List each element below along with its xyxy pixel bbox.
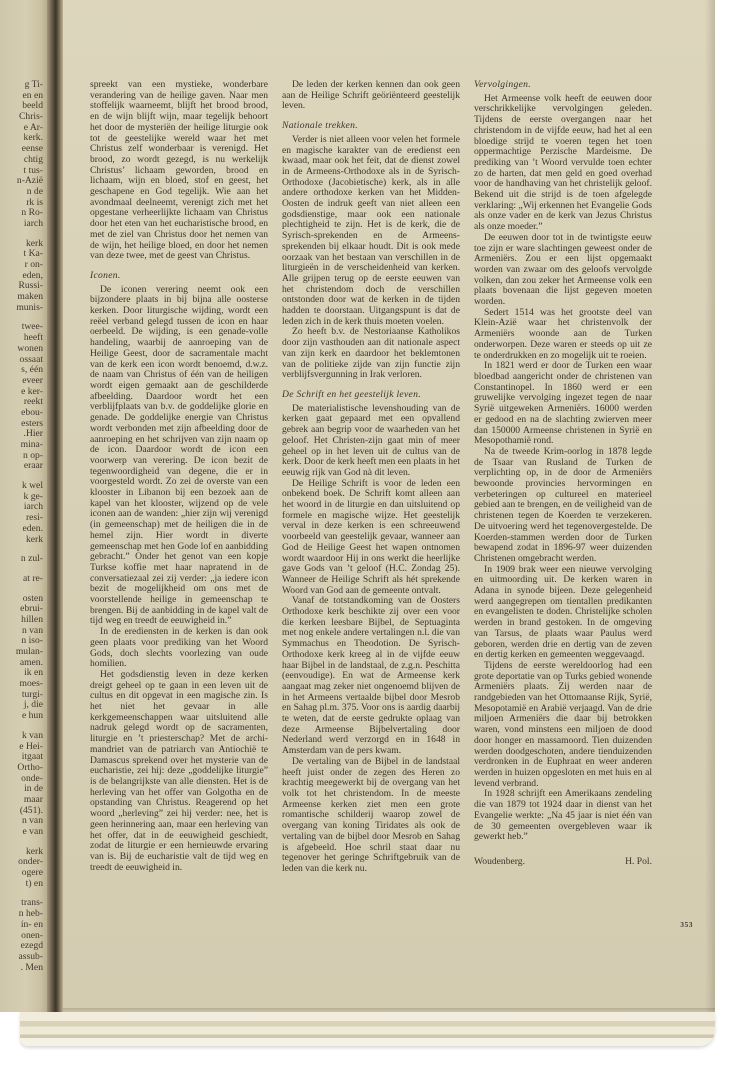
spine-text-line: n van — [21, 625, 43, 636]
spine-text-line: maken — [17, 292, 43, 303]
body-paragraph: In 1928 schrijft een Amerikaans zendeling die van 1879 tot 1924 daar in dienst van het Evangelie werkte: „Na 45 jaar is niet één van de 30 gemeenten overgebleven waar ik gewerkt heb.” — [474, 788, 652, 843]
spine-text-line: in de — [24, 784, 43, 795]
body-paragraph: De materialistische levenshouding van de kerken gaat gepaard met een opvallend gebrek aan begrip voor de waarheden van het geloof. Het Christen-zijn gaat min of meer geheel op in het leven uit de cultus van de kerk. Door de kerk heeft men een plaats in het eeuwig rijk van God nà dit leven. — [282, 402, 460, 478]
spine-text-line: reekt — [23, 397, 43, 408]
body-paragraph: De leden der kerken kennen dan ook geen aan de Heilige Schrift geöriënteerd geestelijk leven. — [282, 80, 460, 112]
spine-text-line: assub- — [18, 951, 43, 962]
body-paragraph: De eeuwen door tot in de twintigste eeuw toe zijn er ware slachtingen geweest onder de Armeniërs. Zou er een lijst opgemaakt worden van zwaar om des geloofs vervolgde volken, dan zou zeker het Armeense volk een plaats bovenaan die lijst gegeven moeten worden. — [474, 231, 652, 308]
spine-gap — [0, 722, 43, 731]
text-column-3 — [474, 80, 652, 1010]
body-paragraph: In 1821 werd er door de Turken een waar bloedbad aangericht onder de christenen van Constantinopel. In 1860 werd er een gruwelijke vervolging ingezet tegen de naar Syrië uitgeweken Armeniërs. 16000 werden er gedood en na de slachting zwierven meer dan 150000 Armeense christenen in Syrië en Mesopothamië rond. — [474, 360, 652, 447]
spine-text-line: en en — [22, 90, 43, 101]
spine-text-line: n heb- — [18, 909, 43, 920]
spine-text-line: ín- en — [20, 919, 43, 930]
spine-text-line: eden, — [22, 270, 43, 281]
spine-gap — [0, 472, 43, 481]
spine-gap — [0, 585, 43, 594]
spine-text-line: Ortho- — [17, 762, 43, 773]
spine-text-line: twee- — [21, 322, 43, 333]
signature-author: H. Pol. — [625, 855, 652, 867]
facing-page-text-fragments — [0, 0, 47, 973]
spine-gap — [0, 565, 43, 574]
body-paragraph: Verder is niet alleen voor velen het formele en magische karakter van de eredienst een kwaad, maar ook het feit, dat de dienst zowel in de Armeens-Orthodoxe als in de Syrisch-Orthodoxe (Jacobietische) kerk, als in alle andere orthodoxe kerken van het Midden-Oosten de indruk geeft van niet alleen een godsdienstige, maar ook een nationale plechtigheid te zijn. Het is de kerk, die de Syrisch-sprekenden en de Armeens-sprekenden bij elkaar houdt. Dit is ook mede oorzaak van het bestaan van verschillen in de liturgieën in de verscheidenheid van kerken. Alle grijpen terug op de eerste eeuwen van het christendom doch de verschillen ontstonden door wat de kerken in de tijden hadden te doorstaan. Uitgangspunt is dat de leden zich in de kerk thuis moeten voelen. — [282, 133, 460, 327]
spine-gap — [0, 313, 43, 322]
spine-text-line: e van — [22, 827, 43, 837]
body-paragraph: Het godsdienstig leven in deze kerken dreigt geheel op te gaan in een leven uit de cultus en dit opgevat in een magische zin. Is het niet het gevaar in alle kerkgemeenschappen waar uitsluitend alle nadruk gelegd wordt op de sacramenten, liturgie en ’t priesterschap? Met de archi-mandriet van de patriarch van Antiochië te Damascus sprekend over het mysterie van de eucharistie, zei hij: deze „goddelijke liturgie” is de belangrijkste van alle diensten. Het is de herleving van het offer van Golgotha en de opstanding van Christus. Reagerend op het woord „herleving” zei hij verder: nee, het is geen herinnering aan, maar een herleving van het offer, dat in de eeuwigheid geschiedt, zodat de liturgie er een hernieuwde ervaring van is. Bij de eucharistie valt de tijd weg en treedt de eeuwigheid in. — [90, 668, 268, 873]
spine-text-line: beeld — [22, 101, 43, 112]
spine-text-line: ezegd — [20, 941, 43, 952]
spine-text-line: itgaat — [21, 752, 43, 763]
spine-text-line: s, één — [21, 365, 43, 376]
body-paragraph: Sedert 1514 was het grootste deel van Klein-Azië waar het christenvolk der Armeniërs woonde aan de Turken onderworpen. Deze waren er steeds op uit ze te onderdrukken en zo mogelijk uit te roeien. — [474, 306, 652, 361]
spine-text-line: k ge- — [23, 491, 43, 502]
spine-text-line: eveer — [22, 375, 43, 386]
body-paragraph: Het Armeense volk heeft de eeuwen door verschrikkelijke vervolgingen geleden. Tijdens de eerste overgangen naar het christendom in de vijfde eeuw, had het al een bloedige strijd te voeren tegen het toen oppermachtige Perzische Mardeisme. De prediking van ’t Woord vervulde toen echter zo de harten, dat men geld en goed overhad voor de handhaving van het christelijk geloof. Bekend uit die strijd is de toen afgelegde verklaring: „Wij erkennen het Evangelie Gods als onze vader en de kerk van Jezus Christus als onze moeder.” — [474, 92, 652, 233]
spine-text-line: at re- — [23, 573, 43, 584]
spine-text-line: n de — [26, 186, 43, 197]
spine-text-line: r on- — [24, 260, 43, 270]
spine-text-line: kerk — [25, 238, 43, 249]
spine-text-line: t Ka- — [23, 249, 43, 260]
stacked-page-edges — [20, 1012, 715, 1046]
spine-text-line: kerk — [25, 534, 43, 545]
spine-text-line: rk is — [26, 197, 43, 208]
section-heading: Nationale trekken. — [282, 120, 358, 132]
spine-text-line: k van — [21, 730, 43, 741]
facing-page-edge — [0, 0, 47, 1012]
text-columns — [90, 80, 652, 1010]
spine-text-line: onde- — [21, 773, 43, 784]
spine-text-line: n van — [21, 816, 43, 827]
spine-text-line: ebrui- — [20, 604, 43, 615]
spine-text-line: eense — [21, 144, 43, 155]
spine-text-line: onder- — [18, 857, 43, 868]
text-column-1 — [90, 80, 268, 1010]
text-column-2 — [282, 80, 460, 1010]
spine-text-line: e ker- — [21, 386, 43, 397]
spine-text-line: maar — [23, 794, 43, 805]
spine-text-line: e Hei- — [19, 741, 43, 752]
body-paragraph: spreekt van een mystieke, wonderbare verandering van de heilige gaven. Naar men stoffelijk waarneemt, blijft het brood brood, en de wijn blijft wijn, maar tegelijk behoort het door de mysteriën der heilige liturgie ook tot de geestelijke wereld waar het met Christus zelf wonderbaar is verenigd. Het brood, zo wordt gezegd, is nu werkelijk Christus’ lichaam geworden, brood en lichaam, wijn en bloed, stof en geest, het geschapene en God tegelijk. Wie aan het avondmaal deelneemt, verenigt zich met het opgestane verheerlijkte lichaam van Christus door het eten van het eucharistische brood, en met de ziel van Christus door het nemen van de wijn, het heilige bloed, en door het nemen van deze twee, met de geest van Christus. — [90, 80, 268, 262]
body-paragraph: Vanaf de totstandkoming van de Oosters Orthodoxe kerk beschikte zij over een voor die kerken leesbare Bijbel, de Septuaginta met nog enkele andere vertalingen n.l. die van Symmachus en Theodotion. De Syrisch-Orthodoxe kerk kreeg al in de vijfde eeuw haar Bijbel in de landstaal, de z.g.n. Peschitta (eenvoudige). En wat de Armeense kerk aangaat mag zeker niet ongenoemd blijven de in het Armeens vertaalde bijbel door Mesrob en Sahag pl.m. 375. Voor ons is aardig daarbij te weten, dat de eerste gedrukte oplaag van deze Armeense Bijbelvertaling door Nederland werd verzorgd en in 1648 in Amsterdam van de pers kwam. — [282, 595, 460, 757]
spine-text-line: munis- — [16, 302, 43, 313]
body-paragraph: De iconen verering neemt ook een bijzondere plaats in bij bijna alle oosterse kerken. Door liturgische wijding, wordt een reëel verband gelegd tussen de icon en haar oerbeeld. De wijding, is een genade-volle handeling, waarbij de aanroeping van de Heilige Geest, door de sacramentale macht van de kerk een icon wordt benoemd, d.w.z. de naam van Christus of één van de heiligen wordt eigen gemaakt aan de geschilderde afbeelding. Daardoor wordt het een verblijfplaats van b.v. de goddelijke glorie en genade. De goddelijke energie van Christus wordt verbonden met zijn afbeelding door de aanroeping en het schrijven van zijn naam op de icon. Daardoor wordt de icon een voorwerp van verering. De icon bezit de tegenwoordigheid van degene, die er in voorgesteld wordt. Zo zei de overste van een klooster in Libanon bij een bezoek aan de kapel van het klooster, wijzend op de vele iconen aan de wanden: „hier zijn wij verenigd (in gemeenschap) met de heiligen die in de hemel zijn. Hier wordt in diverte gemeenschap met hen Gode lof en aanbidding gebracht.” Onder het genot van een kopje Turkse koffie met haar napratend in de conversatiezaal zei zij verder: „ja iedere icon bezit de mogelijkheid om ons met de voorstellende heilige in gemeenschap te brengen. Bij de aanbidding in de kapel valt de tijd weg en treedt de eeuwigheid in.” — [90, 283, 268, 627]
spine-text-line: onen- — [21, 930, 43, 941]
body-paragraph: De vertaling van de Bijbel in de landstaal heeft juist onder de zegen des Heren zo krachtig meegewerkt bij de overgang van het volk tot het christendom. In de meeste Armeense kerken ziet men een grote romantische schilderij waarop zowel de overgang van koning Tiridates als ook de vertaling van de bijbel door Mesrob en Sahag is afgebeeld. Hoe schril staat daar nu tegenover het geringe Schriftgebruik van de leden van die kerk nu. — [282, 755, 460, 874]
spine-text-line: .Hier — [23, 429, 43, 440]
spine-text-line: eden. — [22, 523, 43, 534]
spine-text-line: iarch — [23, 218, 43, 229]
spine-text-line: amen. — [19, 657, 43, 668]
section-heading: Vervolgingen. — [474, 80, 531, 90]
spine-text-line: ebou- — [21, 407, 43, 418]
body-paragraph: In 1909 brak weer een nieuwe vervolging en uitmoording uit. De kerken waren in Adana in synode bijeen. Deze gelegenheid werd aangegrepen om tientallen predikanten en evangelisten te doden. Christelijke scholen werden in brand gestoken. In de omgeving van Tarsus, de plaats waar Paulus werd geboren, werden drie en dertig van de zeven en dertig kerken en gemeenten weggevaagd. — [474, 563, 652, 661]
body-paragraph: De Heilige Schrift is voor de leden een onbekend boek. De Schrift komt alleen aan het woord in de liturgie en dan uitsluitend op formele en magische wijze. Het geestelijk verval in deze kerken is een schreeuwend voorbeeld van geestelijk gevaar, wanneer aan God de Heilige Geest het wapen ontnomen wordt waardoor Hij in ons werkt die heerlijke gave Gods van ’t geloof (H.C. Zondag 25). Wanneer de Heilige Schrift als hét sprekende Woord van God aan de gemeente ontvalt. — [282, 477, 460, 596]
spine-text-line: (451). — [19, 805, 43, 816]
spine-text-line: t tus- — [23, 165, 43, 176]
body-paragraph: Zo heeft b.v. de Nestoriaanse Katholikos door zijn vasthouden aan dit nationale aspect van zijn kerk en daardoor het beklemtonen van de politieke zijde van zijn functie zijn verblijfsvergunning in Irak verloren. — [282, 326, 460, 381]
spine-text-line: Russi- — [18, 281, 43, 292]
spine-text-line: n iso- — [21, 636, 43, 647]
spine-text-line: n-Azië — [16, 176, 43, 187]
spine-text-line: resi- — [25, 513, 43, 524]
spine-text-line: e Ar- — [23, 122, 43, 133]
body-paragraph: Na de tweede Krim-oorlog in 1878 legde de Tsaar van Rusland de Turken de verplichting op, in de door de Armeniërs bewoonde provincies hervormingen en verbeteringen op cultureel en materieel gebied aan te brengen, en de veiligheid van de christenen tegen de Koerden te verzekeren. De uitvoering werd het tegenovergestelde. De Koerden-stammen werden door de Turken bewapend zodat in 1896-97 weer duizenden Christenen omgebracht werden. — [474, 445, 652, 564]
page-number: 353 — [680, 920, 693, 929]
spine-text-line: n Ro- — [21, 208, 43, 219]
spine-text-line: ossaat — [19, 354, 43, 365]
spine-text-line: mina- — [20, 440, 43, 450]
spine-text-line: eraar — [23, 461, 43, 472]
spine-text-line: Chris- — [19, 112, 43, 123]
spine-gap — [0, 838, 43, 847]
spine-text-line: hillen — [21, 614, 43, 625]
book-gutter-shadow — [47, 0, 63, 1012]
spine-text-line: ogere — [21, 868, 43, 879]
body-paragraph: In de erediensten in de kerken is dan ook geen plaats voor prediking van het Woord Gods, doch slechts voorlezing van oude homilien. — [90, 626, 268, 670]
book-page — [63, 0, 715, 1012]
spine-text-line: wonen — [17, 343, 43, 354]
spine-text-line: kerk — [25, 846, 43, 857]
spine-text-line: heeft — [23, 333, 43, 344]
spine-text-line: ik en — [24, 668, 43, 679]
signature-place: Woudenberg. — [474, 855, 526, 867]
spine-text-line: kerk. — [23, 133, 43, 144]
spine-gap — [0, 889, 43, 898]
spine-text-line: k wel — [21, 481, 43, 492]
spine-text-line: moes- — [19, 679, 43, 690]
spine-text-line: t) en — [25, 878, 43, 889]
spine-text-line: iarch — [23, 502, 43, 513]
spine-text-line: osten — [22, 593, 43, 604]
spine-text-line: . Men — [20, 962, 43, 973]
spine-text-line: j, die — [23, 700, 43, 711]
spine-text-line: chtig — [23, 154, 43, 165]
spine-text-line: mulan- — [15, 647, 43, 657]
spine-text-line: trans- — [21, 898, 43, 909]
spine-text-line: n zul- — [20, 554, 43, 565]
section-heading: Iconen. — [90, 269, 121, 281]
spine-text-line: n op- — [23, 450, 43, 461]
spine-text-line: esters — [21, 418, 43, 429]
body-paragraph: Tijdens de eerste wereldoorlog had een grote deportatie van op Turks gebied wonende Armeniërs plaats. Zij werden naar de randgebieden van het Ottomaanse Rijk, Syrië, Mesopotamië en Arabië verjaagd. Van de drie miljoen Armeniërs die daar bij betrokken waren, vond minstens een miljoen de dood door honger en massamoord. Tien duizenden werden doodgeschoten, andere tienduizenden verdronken in de Euphraat en weer anderen werden in huizen opgesloten en met huis en al levend verbrand. — [474, 659, 652, 789]
spine-gap — [0, 230, 43, 239]
spine-gap — [0, 545, 43, 554]
signature-line — [474, 857, 652, 868]
section-heading: De Schrift en het geestelijk leven. — [282, 388, 421, 400]
spine-text-line: g Ti- — [24, 80, 43, 90]
spine-text-line: e hun — [21, 711, 43, 722]
spine-text-line: turgi- — [21, 689, 43, 700]
